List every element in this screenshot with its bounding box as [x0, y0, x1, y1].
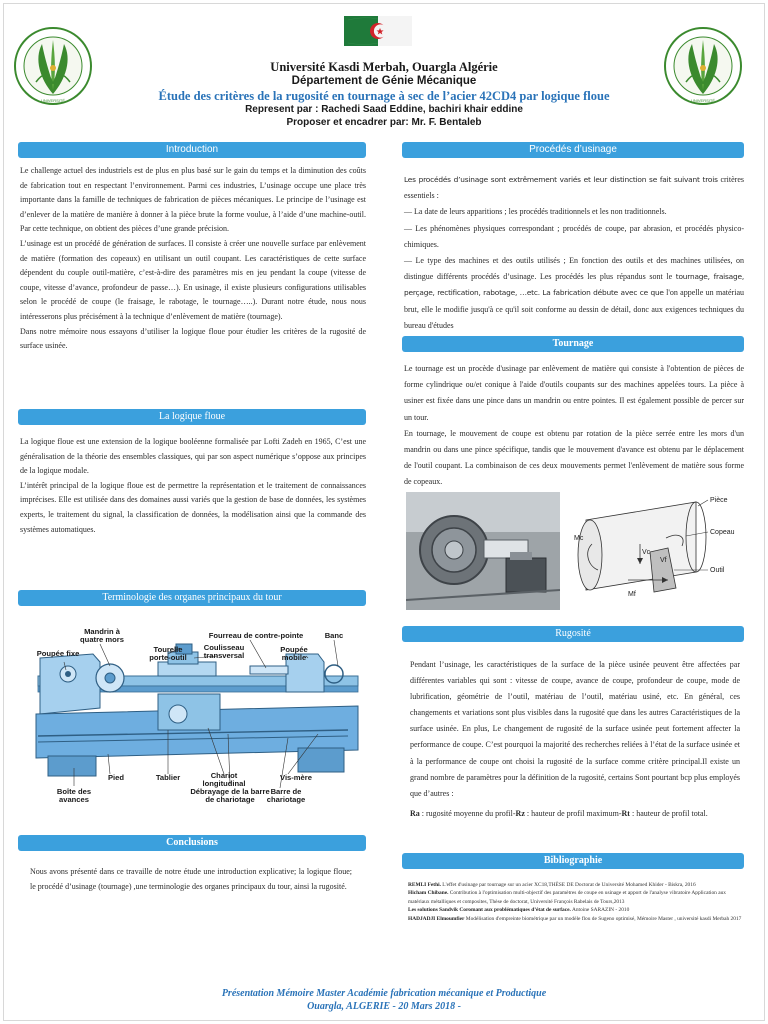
footer-line-2: Ouargla, ALGERIE - 20 Mars 2018 -	[307, 1001, 461, 1012]
rugosite-parameters	[410, 806, 740, 822]
introduction-text	[20, 164, 366, 354]
ref-1-text: L'effet d'usinage par tournage sur un acier XC18,THÈSE DE Doctorat de Université Mohamed Khider - Biskra, 2016	[440, 882, 696, 888]
ra-text: : rugosité moyenne du profil-	[419, 808, 516, 818]
label-barre-2: chariotage	[266, 795, 306, 804]
poster-title: Étude des critères de la rugosité en tournage à sec de l’acier 42CD4 par logique floue	[158, 89, 610, 103]
university-logo-left-icon	[12, 24, 94, 112]
schematic-label-vf: Vf	[660, 557, 667, 564]
label-poupee-mobile-2: mobile	[281, 653, 307, 662]
logique-floue-paragraph-1: La logique floue est une extension de la logique booléenne formalisée par Lofti Zadeh en 1965, C’est une généralisation de la théorie des ensembles classiques, qui par son aspect numérique s’oppose aux principes de la logique modale.	[20, 437, 366, 476]
rugosite-text	[410, 657, 740, 822]
procedes-intro-rest: critères essentiels :	[404, 175, 744, 201]
bibliography-ref-3	[408, 906, 746, 914]
label-boite-2: avances	[59, 795, 89, 804]
label-vis-mere: Vis-mère	[280, 773, 312, 782]
section-heading-terminologie: Terminologie des organes principaux du tour	[18, 590, 366, 606]
label-tourelle-1: Tourelle	[153, 645, 183, 654]
ref-4-author: HADJADJI Elmoumfier	[408, 915, 465, 922]
label-coulisseau-1: Coulisseau	[203, 643, 245, 652]
section-heading-rugosite: Rugosité	[402, 626, 744, 642]
procedes-item-3-end: l'on appelle un matériau brut, elle le modifie jusqu'à ce qu'il soit conforme au dessin de détail, donc aux exigences techniques du bureau d'études	[404, 288, 744, 330]
label-chariot-1: Chariot	[210, 771, 238, 780]
tournage-paragraph-1: Le tournage est un procède d'usinage par enlèvement de matière qui consiste à l'obtention de pièces de forme cylindrique ou/et conique à l'aide d'outils coupants sur des machines appelées tours. La pièce à usiner est fixée dans une pince dans un mandrin ou entre pointes. Il est également possible de percer sur un tour.	[404, 364, 744, 422]
schematic-label-mc: Mc	[574, 535, 584, 542]
label-banc: Banc	[324, 631, 344, 640]
tournage-paragraph-2: En tournage, le mouvement de coupe est obtenu par rotation de la pièce serrée entre les mors d'un mandrin ou dans une pince spécifique, tandis que le mouvement d'avance est obtenu par le déplacement de l'outil coupant. La combinaison de ces deux mouvements permet l'enlèvement de matière sous forme de copeaux.	[404, 428, 744, 487]
procedes-item-3-hand: tournage, fraisage, perçage, rectification, rabotage, …etc. La fabrication débute avec ce que	[404, 272, 744, 298]
label-barre-1: Barre de	[270, 787, 302, 796]
ref-4-text: Modélisation d'empreinte biométrique par un modèle flou de Sugeno optimisé, Mémoire Master , université kasdi Merbah 2017	[464, 915, 742, 922]
bibliography-ref-4	[408, 915, 746, 923]
section-heading-bibliographie: Bibliographie	[402, 853, 744, 869]
procedes-text	[404, 172, 744, 334]
schematic-label-vc: Vc	[642, 549, 651, 556]
label-debrayage-2: de chariotage	[205, 795, 255, 804]
footer-line-1: Présentation Mémoire Master Académie fabrication mécanique et Productique	[221, 988, 547, 999]
svg-text:UNIVERSITÉ: UNIVERSITÉ	[690, 98, 716, 103]
ref-3-text: Antoine SARAZIN - 2010	[570, 907, 630, 914]
label-chariot-2: longitudinal	[202, 779, 246, 788]
ref-3-author: Les solutions Sandvik Coromant aux problématiques d’état de surface.	[408, 907, 571, 914]
label-poupee-fixe: Poupée fixe	[36, 649, 80, 658]
ra-label: Ra	[410, 808, 420, 818]
section-heading-tournage: Tournage	[402, 336, 744, 352]
conclusions-paragraph: Nous avons présenté dans ce travaille de notre étude une introduction explicative; la logique floue; le procédé d’usinage (tournage) ,une terminologie des organes principaux du tour, ainsi la rugosité.	[30, 867, 352, 891]
schematic-label-piece: Pièce	[710, 497, 728, 504]
rugosite-paragraph: Pendant l’usinage, les caractéristiques de la surface de la pièce usinée peuvent être affectées par différentes variables qui sont : vitesse de coupe, avance de coupe, profondeur de coupe, mode de lubrification, géométrie de l’outil, matériau de l’outil, matériau usiné, etc. En général, ces changements et variations sont plus visibles dans la rugosité que dans les autres Caractéristiques de la surface usinée. En plus, Le changement de rugosité de la surface usinée peut fortement affecter la performance de coupe. C’est pourquoi la majorité des recherches reliées à l’état de la surface usinée et à la performance de coupe ont choisi la rugosité de la surface comme critère principal.Il existe un grand nombre de paramètres pour la définition de la rugosité, certains Sont pourtant bcp plus employés que d’autres :	[410, 660, 740, 798]
section-heading-conclusions: Conclusions	[18, 835, 366, 851]
procedes-intro	[404, 172, 744, 204]
introduction-paragraph-1: Le challenge actuel des industriels est de plus en plus basé sur le gain du temps et la diminution des coûts de fabrication tout en respectant l’environnement. Parmi ces industries, L’usinage occupe une place très importante dans la famille de techniques de fabrication de pièces mécaniques. Le principe de l’usinage est d’enlever de la matière de manière à donner à la pièce brute la forme voulue, à l’aide d’une machine-outil. Par cette technique, on obtient des pièces d’une grande précision.	[20, 166, 366, 234]
label-fourreau: Fourreau de contre-pointe	[208, 631, 304, 640]
bibliography-ref-2	[408, 889, 746, 906]
ref-1-author: REMLI Fethi.	[408, 882, 441, 888]
label-boite-1: Boîte des	[56, 787, 92, 796]
label-pied: Pied	[107, 773, 125, 782]
procedes-item-3	[404, 253, 744, 334]
conclusions-text	[30, 865, 352, 894]
rt-label: Rt	[621, 808, 630, 818]
supervisor: Proposer et encadrer par: Mr. F. Bentaleb	[286, 117, 482, 128]
bibliography-ref-1	[408, 881, 746, 889]
logique-floue-text	[20, 435, 366, 537]
department-name: Département de Génie Mécanique	[291, 75, 477, 87]
introduction-paragraph-3: Dans notre mémoire nous essayons d’utiliser la logique floue pour étudier les critères de la rugosité de surface usinée.	[20, 326, 366, 351]
rt-text: : hauteur de profil total.	[629, 808, 708, 818]
section-heading-introduction: Introduction	[18, 142, 366, 158]
label-tablier: Tablier	[155, 773, 181, 782]
label-debrayage-1: Débrayage de la barre	[190, 787, 270, 796]
lathe-diagram	[18, 618, 366, 808]
procedes-item-3-text: — Le type des machines et des outils utilisés ; En fonction des outils et des machines utilisées, on distingue différents procédés d’usinage. Les procédés les plus répandus sont le	[404, 256, 744, 282]
section-heading-procedes: Procédés d’usinage	[402, 142, 744, 158]
label-poupee-mobile-1: Poupée	[280, 645, 308, 654]
rz-text: : hauteur de profil maximum-	[524, 808, 622, 818]
presented-by: Represent par : Rachedi Saad Eddine, bachiri khair eddine	[245, 104, 523, 115]
logique-floue-paragraph-2: L’intérêt principal de la logique floue est de permettre la représentation et le traitement de connaissances imprécises. Elle est utilisée dans des domaines aussi variés que la gestion de base de données, les systèmes experts, le traitement du signal, la classification de données, la modélisation ainsi que la commande des systèmes automatiques.	[20, 480, 366, 534]
turning-schematic	[568, 492, 744, 610]
ref-2-author: Hicham Chibane.	[408, 890, 449, 897]
rz-label: Rz	[515, 808, 525, 818]
university-logo-right-icon	[662, 24, 744, 112]
ref-2-text: Contribution à l'optimisation multi-objectif des paramètres de coupe en usinage et apport de l'analyse vibratoire Application aux matériaux métalliques et composites, Thèse de doctorat, Université François Rabelais de Tours,2013	[408, 890, 726, 905]
label-mandrin-2: quatre mors	[80, 635, 124, 644]
label-mandrin-1: Mandrin à	[84, 627, 120, 636]
procedes-item-1: — La date de leurs apparitions ; les procédés traditionnels et les non traditionnels.	[404, 207, 667, 217]
schematic-label-outil: Outil	[710, 567, 725, 574]
procedes-intro-hand: Les procédés d’usinage sont extrêmement variés et leur distinction se fait suivant trois	[404, 175, 718, 184]
university-name: Université Kasdi Merbah, Ouargla Algérie	[270, 60, 498, 74]
tournage-text	[404, 361, 744, 491]
schematic-label-mf: Mf	[628, 591, 636, 598]
introduction-paragraph-2: L’usinage est un procédé de génération de surfaces. Il consiste à créer une nouvelle surface par enlèvement de matière (formation des copeaux) en utilisant un outil coupant. Les caractéristiques de cette surface dépendent du couple outil-matière, c’est-à-dire des paramètres mis en jeu pendant la coupe (vitesse de coupe, vitesse d’avance, profondeur de passe…). En usinage, il existe plusieurs configurations utilisables selon le procédé de coupe (le fraisage, le rabotage, le tournage…..). Durant notre étude, nous nous intéresserons plus précisément à la technique d’enlèvement de matière (tournage).	[20, 238, 366, 321]
procedes-item-2: — Les phénomènes physiques correspondant ; procédés de coupe, par abrasion, et procédés physico-chimiques.	[404, 223, 744, 249]
label-coulisseau-2: transversal	[203, 651, 245, 660]
label-tourelle-2: porte-outil	[149, 653, 187, 662]
bibliography-list	[408, 881, 746, 923]
turning-photo	[406, 492, 560, 610]
section-heading-logique-floue: La logique floue	[18, 409, 366, 425]
svg-text:UNIVERSITÉ: UNIVERSITÉ	[40, 98, 66, 103]
algeria-flag-icon	[344, 16, 412, 46]
schematic-label-copeau: Copeau	[710, 529, 735, 536]
